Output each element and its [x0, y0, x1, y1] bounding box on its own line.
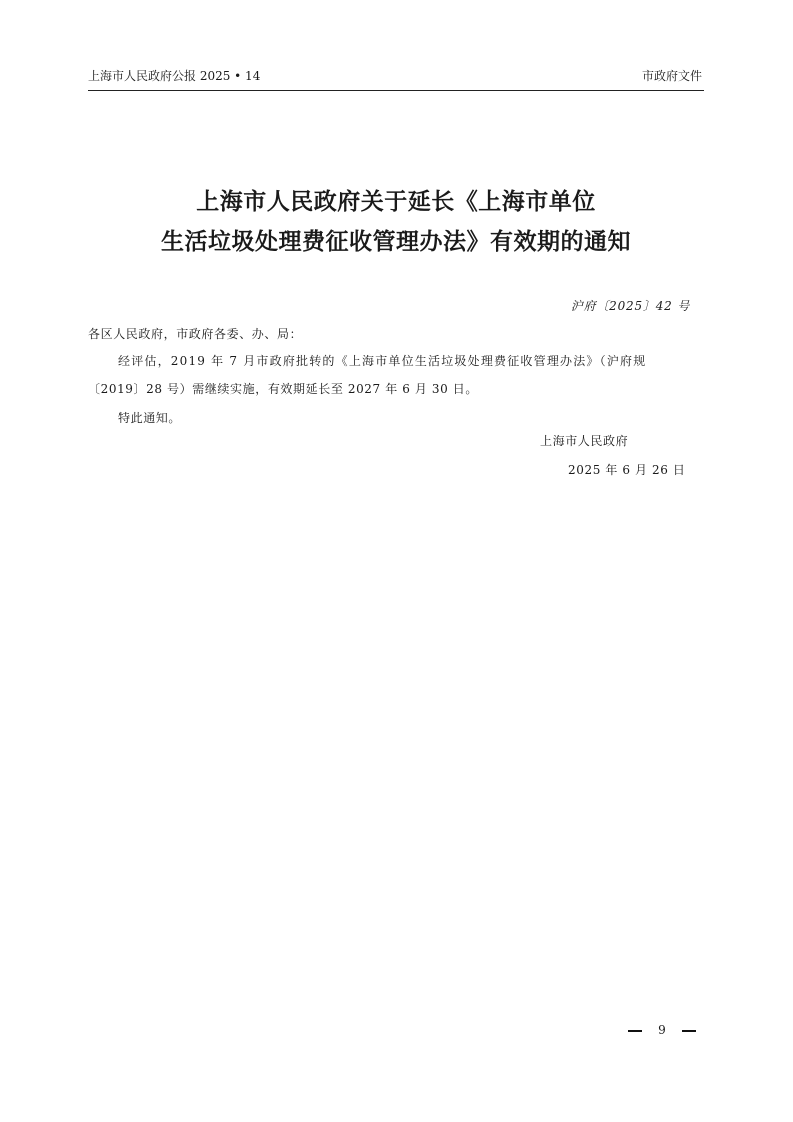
title-line-1: 上海市人民政府关于延长《上海市单位 [196, 189, 596, 215]
body-paragraph-line-1: 经评估，2019 年 7 月市政府批转的《上海市单位生活垃圾处理费征收管理办法》（沪府规 [118, 354, 647, 368]
dash-right [682, 1030, 696, 1032]
issuing-authority: 上海市人民政府 [540, 434, 629, 448]
gazette-issue-label: 上海市人民政府公报 2025 • 14 [88, 69, 261, 83]
section-label: 市政府文件 [641, 69, 702, 83]
addressee: 各区人民政府，市政府各委、办、局： [88, 327, 303, 341]
document-number: 沪府〔2025〕42 号 [570, 299, 690, 313]
header-divider [88, 90, 704, 91]
issue-date: 2025 年 6 月 26 日 [568, 463, 686, 477]
document-title [88, 182, 704, 262]
page-number: 9 [658, 1023, 666, 1037]
page-header [88, 68, 704, 90]
page-footer [628, 1022, 696, 1038]
body-paragraph-line-2: 〔2019〕28 号）需继续实施，有效期延长至 2027 年 6 月 30 日。 [88, 382, 478, 396]
closing-text: 特此通知。 [118, 411, 182, 425]
title-line-2: 生活垃圾处理费征收管理办法》有效期的通知 [161, 229, 631, 255]
